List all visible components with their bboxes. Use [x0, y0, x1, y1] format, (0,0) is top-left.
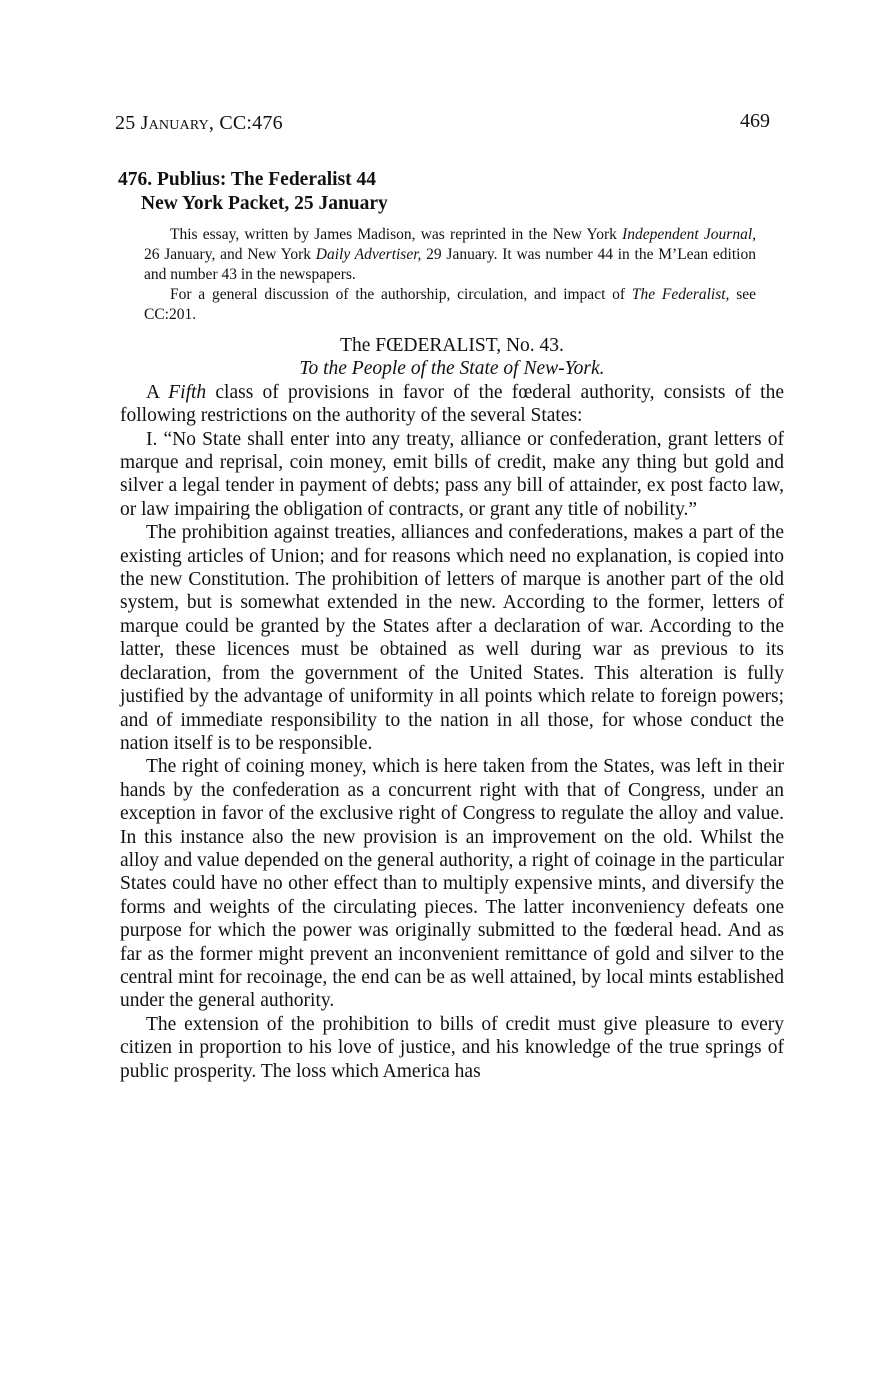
running-head-ref: CC:476	[219, 112, 283, 134]
headnote-paragraph-2: For a general discussion of the authorship, circulation, and impact of The Federalist, see CC:201.	[144, 286, 756, 323]
essay-paragraph-4: The right of coining money, which is here taken from the States, was left in their hands by the confederation as a concurrent right with that of Congress, under an exception in favor of the exclusive right of Congress to regulate the alloy and value. In this instance also the new provision is an improvement on the old. Whilst the alloy and value depended on the general authority, a right of coinage in the particular States could have no other effect than to multiply expensive mints, and diversify the forms and weights of the circulating pieces. The latter inconveniency defeats one purpose for which the power was originally submitted to the fœderal head. And as far as the former might prevent an inconvenient remittance of gold and silver to the central mint for recoinage, the end can be as well attained, by local mints established under the general authority.	[120, 756, 784, 1012]
essay-title: The FŒDERALIST, No. 43.	[340, 335, 564, 356]
essay-paragraph-5: The extension of the prohibition to bills of credit must give pleasure to every citizen in proportion to his love of justice, and his knowledge of the true springs of public prosperity. The loss which America has	[120, 1013, 784, 1082]
page-number: 469	[740, 110, 770, 132]
editorial-headnote	[144, 225, 756, 325]
heading-line-1: 476. Publius: The Federalist 44	[118, 169, 377, 190]
essay-paragraph-1: A Fifth class of provisions in favor of the fœderal authority, consists of the following restrictions on the authority of the several States:	[120, 381, 784, 427]
running-head-day: 25	[115, 112, 136, 134]
essay-paragraph-2: I. “No State shall enter into any treaty, alliance or confederation, grant letters of marque and reprisal, coin money, emit bills of credit, make any thing but gold and silver a legal tender in payment of debts; pass any bill of attainder, ex post facto law, or law impairing the obligation of contracts, or grant any title of nobility.”	[120, 428, 784, 520]
running-head: 25 January, CC:476	[115, 112, 283, 134]
running-head-month: January	[140, 112, 209, 134]
essay-address: To the People of the State of New-York.	[299, 358, 605, 380]
document-heading	[118, 168, 388, 216]
headnote-paragraph-1: This essay, written by James Madison, was reprinted in the New York Independent Journal, 26 January, and New York Daily Advertiser, 29 January. It was number 44 in the M’Lean edition and number 43 in the newspapers.	[144, 226, 756, 283]
essay-body	[120, 334, 784, 1083]
heading-line-2: New York Packet, 25 January	[141, 193, 388, 214]
essay-paragraph-3: The prohibition against treaties, alliances and confederations, makes a part of the existing articles of Union; and for reasons which need no explanation, is copied into the new Constitution. The prohibition of letters of marque is another part of the old system, but is somewhat extended in the new. According to the former, letters of marque could be granted by the States after a declaration of war. According to the latter, these licences must be obtained as well during war as previous to its declaration, from the government of the United States. This alteration is fully justified by the advantage of uniformity in all points which relate to foreign powers; and of immediate responsibility to the nation in all those, for whose conduct the nation itself is to be responsible.	[120, 522, 784, 754]
